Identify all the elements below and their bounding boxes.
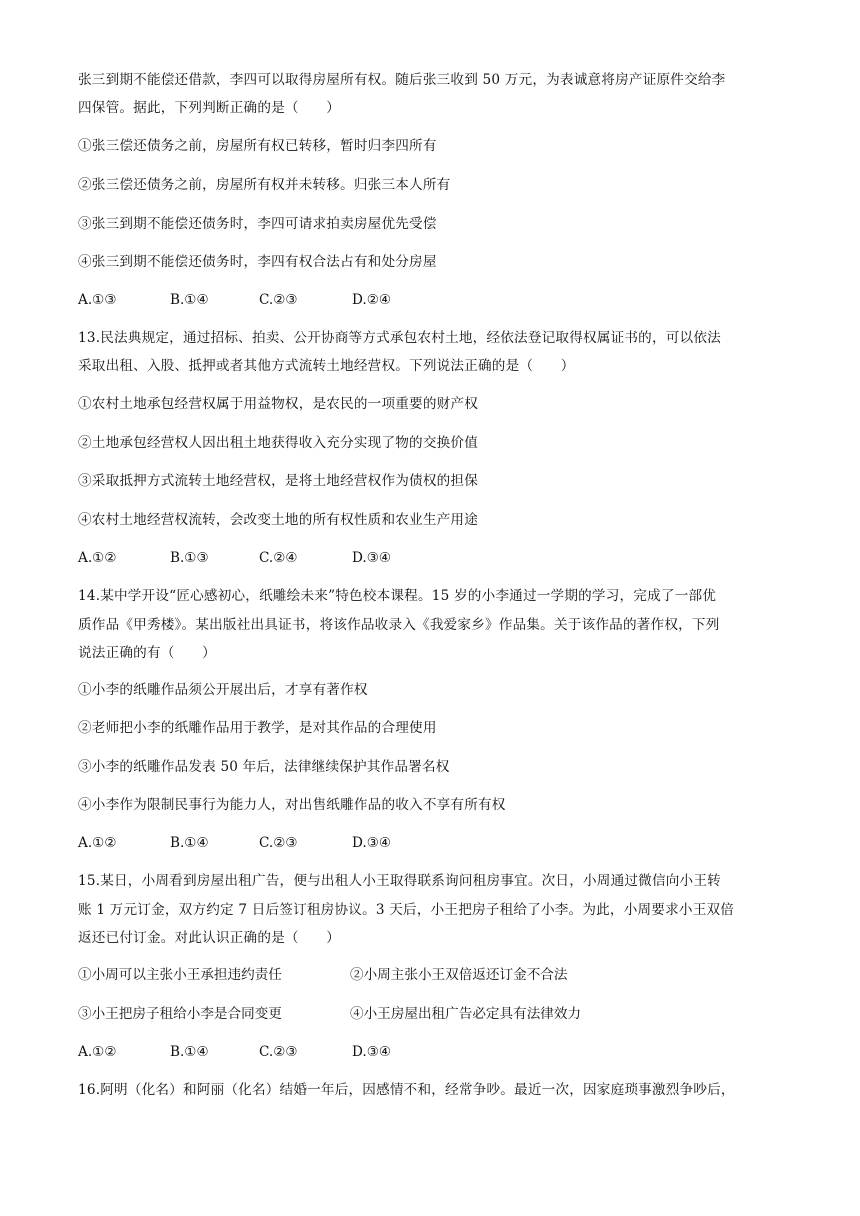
q15-stem-line-2: 账 1 万元订金，双方约定 7 日后签订租房协议。3 天后，小王把房子租给了小李。为此，小周要求小王双倍 [78,902,735,918]
q12-option-a: A.①③ [78,292,117,308]
q12-statement-4: ④张三到期不能偿还债务时，李四有权合法占有和处分房屋 [78,254,437,270]
q14-option-a: A.①② [78,835,117,851]
q12-option-b: B.①④ [170,292,209,308]
q15-statement-3: ③小王把房子租给小李是合同变更 [78,1006,282,1022]
q13-statement-1: ①农村土地承包经营权属于用益物权，是农民的一项重要的财产权 [78,396,479,412]
q15-option-c: C.②③ [259,1044,298,1060]
q12-stem-line-1: 张三到期不能偿还借款，李四可以取得房屋所有权。随后张三收到 50 万元，为表诚意将房产证原件交给李 [78,72,726,88]
q15-options [78,1042,790,1062]
q15-statement-4: ④小王房屋出租广告必定具有法律效力 [350,1006,582,1022]
q15-statement-1: ①小周可以主张小王承担违约责任 [78,967,282,983]
q15-statement-row-1 [78,965,790,985]
q13-stem-line-1: 13.民法典规定，通过招标、拍卖、公开协商等方式承包农村土地，经依法登记取得权属证书的，可以依法 [78,330,721,346]
q13-option-b: B.①③ [170,550,209,566]
q12-option-c: C.②③ [259,292,298,308]
q12-statement-2: ②张三偿还债务之前，房屋所有权并未转移。归张三本人所有 [78,177,451,193]
q12-option-d: D.②④ [352,292,392,308]
q13-option-c: C.②④ [259,550,298,566]
q15-stem-line-3: 返还已付订金。对此认识正确的是（ ） [78,930,341,946]
q13-statement-2: ②土地承包经营权人因出租土地获得收入充分实现了物的交换价值 [78,435,479,451]
q14-option-c: C.②③ [259,835,298,851]
q13-option-a: A.①② [78,550,117,566]
q14-option-b: B.①④ [170,835,209,851]
q14-statement-4: ④小李作为限制民事行为能力人，对出售纸雕作品的收入不享有所有权 [78,797,506,813]
q13-statement-4: ④农村土地经营权流转，会改变土地的所有权性质和农业生产用途 [78,512,479,528]
q14-stem-line-1: 14.某中学开设“匠心感初心，纸雕绘未来”特色校本课程。15 岁的小李通过一学期的学习，完成了一部优 [78,588,717,604]
q13-stem-line-2: 采取出租、入股、抵押或者其他方式流转土地经营权。下列说法正确的是（ ） [78,358,575,374]
q12-options [78,290,790,310]
q15-stem-line-1: 15.某日，小周看到房屋出租广告，便与出租人小王取得联系询问租房事宜。次日，小周通过微信向小王转 [78,873,721,889]
q14-stem-line-2: 质作品《甲秀楼》。某出版社出具证书，将该作品收录入《我爱家乡》作品集。关于该作品的著作权，下列 [78,617,720,633]
q14-statement-1: ①小李的纸雕作品须公开展出后，才享有著作权 [78,682,368,698]
q15-statement-row-2 [78,1004,790,1024]
q14-options [78,833,790,853]
q15-option-d: D.③④ [352,1044,392,1060]
q15-option-b: B.①④ [170,1044,209,1060]
q12-stem-line-2: 四保管。据此，下列判断正确的是（ ） [78,100,341,116]
q15-statement-2: ②小周主张小王双倍返还订金不合法 [350,967,568,983]
q16-stem-line-1: 16.阿明（化名）和阿丽（化名）结婚一年后，因感情不和，经常争吵。最近一次，因家庭琐事激烈争吵后， [78,1082,735,1098]
q15-option-a: A.①② [78,1044,117,1060]
q14-statement-2: ②老师把小李的纸雕作品用于教学，是对其作品的合理使用 [78,720,437,736]
q13-option-d: D.③④ [352,550,392,566]
q13-statement-3: ③采取抵押方式流转土地经营权，是将土地经营权作为债权的担保 [78,473,479,489]
q13-options [78,548,790,568]
q12-statement-3: ③张三到期不能偿还债务时，李四可请求拍卖房屋优先受偿 [78,216,437,232]
q14-stem-line-3: 说法正确的有（ ） [78,645,216,661]
q14-option-d: D.③④ [352,835,392,851]
q12-statement-1: ①张三偿还债务之前，房屋所有权已转移，暂时归李四所有 [78,138,437,154]
q14-statement-3: ③小李的纸雕作品发表 50 年后，法律继续保护其作品署名权 [78,759,450,775]
